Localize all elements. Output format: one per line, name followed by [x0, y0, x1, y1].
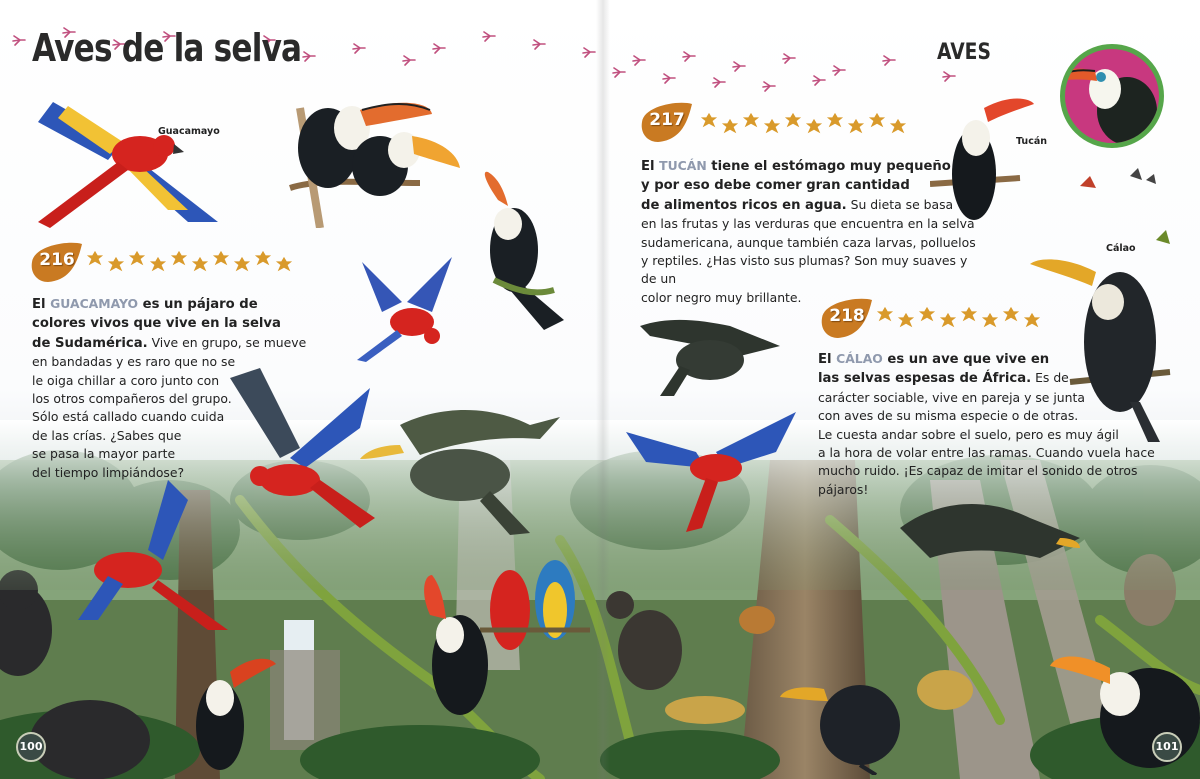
fact-body-text-line: color negro muy brillante.	[641, 289, 802, 305]
hornbill-mid-right-illustration	[900, 498, 1080, 618]
leaf-icon	[87, 251, 103, 265]
leaf-icon	[1003, 307, 1019, 321]
fact-body-text-line: del tiempo limpiándose?	[32, 464, 185, 480]
bird-track-mark	[763, 82, 775, 91]
fact-number-badge-216	[28, 240, 86, 284]
fact-number: 218	[829, 306, 865, 326]
bird-track-mark	[533, 40, 545, 49]
toucans-on-branch-illustration	[280, 88, 470, 228]
page-title: Aves de la selva	[32, 26, 302, 70]
scarlet-macaw-illustration	[28, 82, 228, 232]
bird-track-mark	[943, 72, 955, 81]
label-calao: Cálao	[1106, 243, 1136, 254]
fact-body-text-line: con aves de su misma especie o de otras.	[818, 408, 1079, 424]
toucan-perched-illustration	[474, 170, 584, 330]
leaf-icon	[877, 307, 893, 321]
page-number-right: 101	[1152, 732, 1182, 762]
fact-lead-text-line: las selvas espesas de África.	[818, 371, 1032, 387]
bird-track-mark	[613, 68, 625, 77]
fact-body-text-line: Vive en grupo, se mueve	[147, 334, 307, 350]
leaf-icon	[171, 251, 187, 265]
fact-paragraph-216	[32, 295, 322, 482]
label-guacamayo: Guacamayo	[158, 126, 220, 137]
bird-track-mark	[483, 32, 495, 41]
fact-paragraph-218	[818, 350, 1163, 499]
macaw-lower-left-illustration	[68, 480, 228, 630]
leaf-icon	[150, 257, 166, 271]
leaf-icon	[869, 113, 885, 127]
leaf-icon	[785, 113, 801, 127]
leaf-icon	[1024, 313, 1040, 327]
fact-body-text-line: a la hora de volar entre las ramas. Cuando vuela hace	[818, 445, 1155, 461]
bird-track-mark	[583, 48, 595, 57]
fact-lead-prefix: El	[818, 352, 837, 367]
section-header: AVES	[937, 40, 991, 65]
leaf-icon	[722, 119, 738, 133]
fact-body-text-line: y reptiles. ¿Has visto sus plumas? Son muy suaves y de un	[641, 253, 968, 287]
leaf-icon	[701, 113, 717, 127]
bird-track-mark	[683, 52, 695, 61]
fact-keyword: GUACAMAYO	[50, 296, 139, 311]
fact-body-text-line: le oiga chillar a coro junto con	[32, 372, 220, 388]
fact-body-text-line: los otros compañeros del grupo.	[32, 391, 232, 407]
macaw-flying-illustration	[352, 252, 462, 362]
leaf-icon	[982, 313, 998, 327]
fact-lead-prefix: El	[641, 159, 660, 174]
bird-track-mark	[733, 62, 745, 71]
fact-number-badge-218	[818, 296, 876, 340]
fact-lead-text-line: de Sudamérica.	[32, 335, 148, 351]
fact-body-text-line: sudamericana, aunque también caza larvas, polluelos	[641, 234, 976, 250]
fact-body-text-line: Es de	[1031, 370, 1069, 386]
leaf-icon	[276, 257, 292, 271]
leaf-icon	[234, 257, 250, 271]
toucan-emblem-circle	[1060, 44, 1164, 148]
fact-paragraph-217	[641, 157, 981, 307]
hornbill-flying-left-illustration	[640, 306, 780, 396]
bird-track-mark	[433, 44, 445, 53]
leaf-icon	[848, 119, 864, 133]
fact-lead-text-line: tiene el estómago muy pequeño	[706, 159, 951, 174]
fact-lead-text-line: es un pájaro de	[138, 297, 258, 312]
toucan-vine-illustration	[410, 575, 510, 725]
leaf-icon	[827, 113, 843, 127]
fact-lead-text-line: de alimentos ricos en agua.	[641, 197, 847, 213]
label-tucan: Tucán	[1016, 136, 1048, 147]
fact-body-text-line: Su dieta se basa	[846, 196, 954, 212]
fact-body-text-line: en las frutas y las verduras que encuentra en la selva	[641, 216, 975, 232]
fact-lead-text-line: es un ave que vive en	[882, 352, 1050, 367]
leaf-row-218	[876, 306, 1056, 336]
leaf-icon	[129, 251, 145, 265]
fact-number: 216	[39, 250, 75, 270]
bird-track-mark	[353, 44, 365, 53]
fact-body-text-line: en bandadas y es raro que no se	[32, 354, 236, 370]
small-flying-birds	[1070, 160, 1190, 260]
fact-body-text-line: Sólo está callado cuando cuida	[32, 409, 225, 425]
leaf-icon	[764, 119, 780, 133]
fact-number: 217	[649, 110, 685, 130]
leaf-icon	[806, 119, 822, 133]
macaw-right-page-illustration	[626, 412, 806, 532]
fact-keyword: CÁLAO	[836, 351, 883, 366]
leaf-icon	[961, 307, 977, 321]
bird-track-mark	[833, 66, 845, 75]
leaf-icon	[108, 257, 124, 271]
page-number-left: 100	[16, 732, 46, 762]
leaf-icon	[919, 307, 935, 321]
fact-body-text-line: se pasa la mayor parte	[32, 446, 176, 462]
bird-track-mark	[303, 52, 315, 61]
fact-body-text-line: mucho ruido. ¡Es capaz de imitar el sonido de otros pájaros!	[818, 463, 1138, 497]
hornbill-flying-illustration	[360, 405, 560, 535]
leaf-icon	[940, 313, 956, 327]
bird-track-mark	[883, 56, 895, 65]
leaf-icon	[890, 119, 906, 133]
bird-track-mark	[13, 36, 25, 45]
leaf-icon	[255, 251, 271, 265]
bird-track-mark	[783, 54, 795, 63]
leaf-row-217	[700, 112, 920, 142]
fact-body-text-line: Le cuesta andar sobre el suelo, pero es muy ágil	[818, 426, 1119, 442]
bird-track-mark	[403, 56, 415, 65]
leaf-icon	[213, 251, 229, 265]
bird-track-mark	[813, 76, 825, 85]
hornbill-ground-illustration	[780, 665, 910, 775]
fact-lead-text-line: y por eso debe comer gran cantidad	[641, 178, 910, 194]
leaf-row-216	[86, 250, 316, 280]
fact-body-text-line: de las crías. ¿Sabes que	[32, 427, 182, 443]
fact-lead-text-line: colores vivos que vive en la selva	[32, 316, 281, 332]
bird-track-mark	[663, 74, 675, 83]
toucan-bottom-left-illustration	[190, 652, 280, 772]
fact-lead-prefix: El	[32, 297, 51, 312]
book-gutter	[596, 0, 610, 779]
leaf-icon	[192, 257, 208, 271]
fact-body-text-line: carácter sociable, vive en pareja y se junta	[818, 389, 1085, 405]
leaf-icon	[898, 313, 914, 327]
leaf-icon	[743, 113, 759, 127]
fact-keyword: TUCÁN	[659, 158, 707, 173]
bird-track-mark	[713, 78, 725, 87]
fact-number-badge-217	[638, 100, 696, 144]
bird-track-mark	[633, 56, 645, 65]
